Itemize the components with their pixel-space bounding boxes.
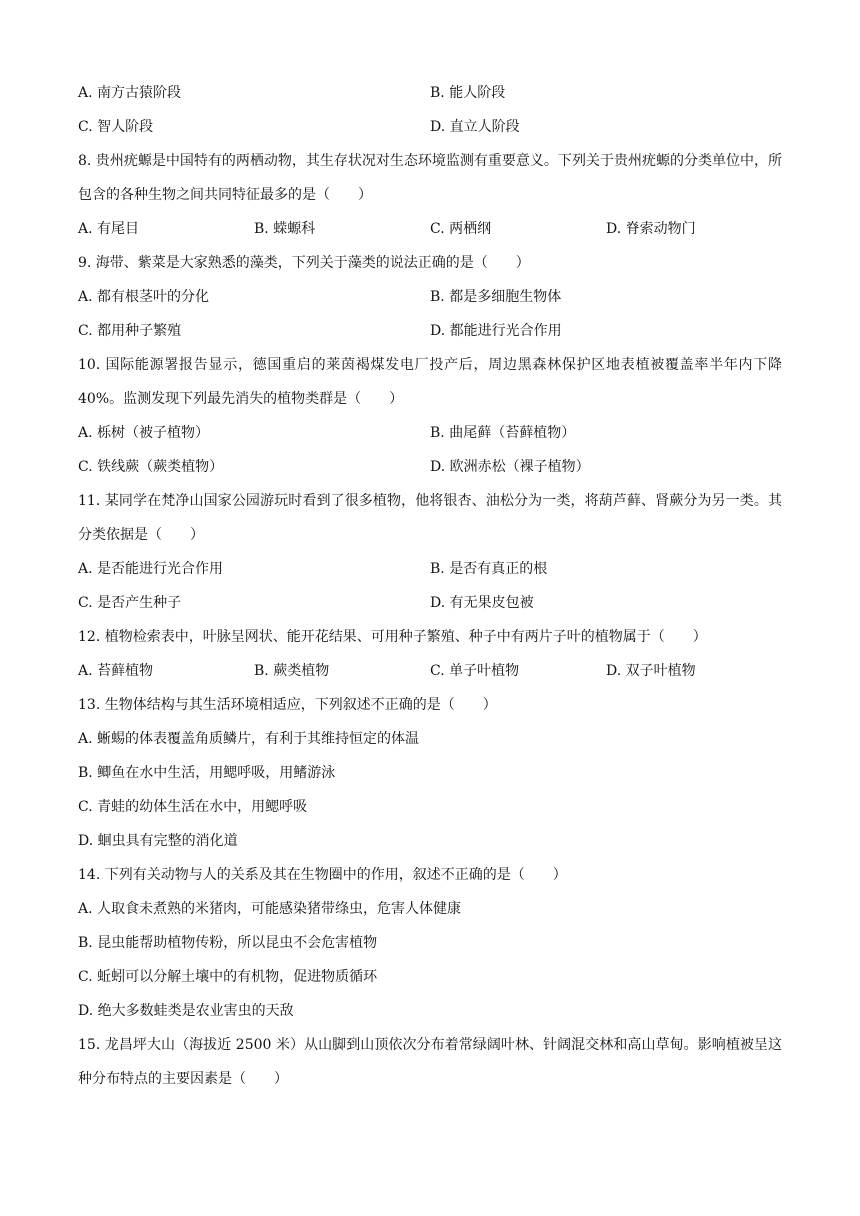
option-d: D. 脊索动物门 <box>606 221 696 237</box>
question-stem: 10. 国际能源署报告显示，德国重启的莱茵褐煤发电厂投产后，周边黑森林保护区地表植被覆盖率半年内下降 40%。监测发现下列最先消失的植物类群是（ ） <box>78 357 782 407</box>
option-c: C. 蚯蚓可以分解土壤中的有机物，促进物质循环 <box>78 969 378 985</box>
option-c: C. 是否产生种子 <box>78 595 182 611</box>
option-a: A. 蜥蜴的体表覆盖角质鳞片，有利于其维持恒定的体温 <box>78 731 420 747</box>
question-8 <box>78 144 782 254</box>
question-15 <box>78 1028 782 1096</box>
option-b: B. 曲尾藓（苔藓植物） <box>430 425 576 441</box>
question-9 <box>78 246 782 356</box>
option-a: A. 都有根茎叶的分化 <box>78 289 210 305</box>
option-b: B. 昆虫能帮助植物传粉，所以昆虫不会危害植物 <box>78 935 378 951</box>
question-stem: 9. 海带、紫菜是大家熟悉的藻类，下列关于藻类的说法正确的是（ ） <box>78 255 530 271</box>
option-c: C. 都用种子繁殖 <box>78 323 182 339</box>
question-11 <box>78 484 782 628</box>
question-stem: 8. 贵州疣螈是中国特有的两栖动物，其生存状况对生态环境监测有重要意义。下列关于贵州疣螈的分类单位中，所包含的各种生物之间共同特征最多的是（ ） <box>78 153 782 203</box>
option-d: D. 直立人阶段 <box>430 119 520 135</box>
question-stem: 13. 生物体结构与其生活环境相适应，下列叙述不正确的是（ ） <box>78 697 497 713</box>
question-stem: 14. 下列有关动物与人的关系及其在生物圈中的作用，叙述不正确的是（ ） <box>78 867 567 883</box>
option-c: C. 青蛙的幼体生活在水中，用鳃呼吸 <box>78 799 308 815</box>
option-a: A. 栎树（被子植物） <box>78 425 210 441</box>
question-stem: 15. 龙昌坪大山（海拔近 2500 米）从山脚到山顶依次分布着常绿阔叶林、针阔混交林和高山草甸。影响植被呈这种分布特点的主要因素是（ ） <box>78 1037 782 1087</box>
option-d: D. 有无果皮包被 <box>430 595 534 611</box>
option-b: B. 蕨类植物 <box>254 663 330 679</box>
option-d: D. 都能进行光合作用 <box>430 323 562 339</box>
question-stem: 11. 某同学在梵净山国家公园游玩时看到了很多植物，他将银杏、油松分为一类，将葫芦藓、肾蕨分为另一类。其分类依据是（ ） <box>78 493 782 543</box>
question-12 <box>78 620 782 696</box>
question-13 <box>78 688 782 866</box>
option-d: D. 蛔虫具有完整的消化道 <box>78 833 238 849</box>
option-a: A. 苔藓植物 <box>78 663 154 679</box>
option-d: D. 绝大多数蛙类是农业害虫的天敌 <box>78 1003 294 1019</box>
q7-options-row-1 <box>78 84 782 118</box>
options-row <box>78 424 782 458</box>
exam-page <box>78 84 782 1104</box>
option-d: D. 欧洲赤松（裸子植物） <box>430 459 590 475</box>
question-list <box>78 144 782 1096</box>
option-a: A. 有尾目 <box>78 221 140 237</box>
option-b: B. 蝾螈科 <box>254 221 316 237</box>
options-row <box>78 560 782 594</box>
option-a: A. 南方古猿阶段 <box>78 85 182 101</box>
option-c: C. 铁线蕨（蕨类植物） <box>78 459 224 475</box>
option-b: B. 是否有真正的根 <box>430 561 548 577</box>
option-b: B. 鲫鱼在水中生活，用鳃呼吸，用鳍游泳 <box>78 765 336 781</box>
option-b: B. 能人阶段 <box>430 85 506 101</box>
option-c: C. 单子叶植物 <box>430 663 520 679</box>
question-10 <box>78 348 782 492</box>
options-row <box>78 288 782 322</box>
option-c: C. 两栖纲 <box>430 221 492 237</box>
question-14 <box>78 858 782 1036</box>
option-a: A. 人取食未煮熟的米猪肉，可能感染猪带绦虫，危害人体健康 <box>78 901 462 917</box>
option-a: A. 是否能进行光合作用 <box>78 561 224 577</box>
question-stem: 12. 植物检索表中，叶脉呈网状、能开花结果、可用种子繁殖、种子中有两片子叶的植物属于（ ） <box>78 629 707 645</box>
option-b: B. 都是多细胞生物体 <box>430 289 562 305</box>
option-c: C. 智人阶段 <box>78 119 154 135</box>
option-d: D. 双子叶植物 <box>606 663 696 679</box>
